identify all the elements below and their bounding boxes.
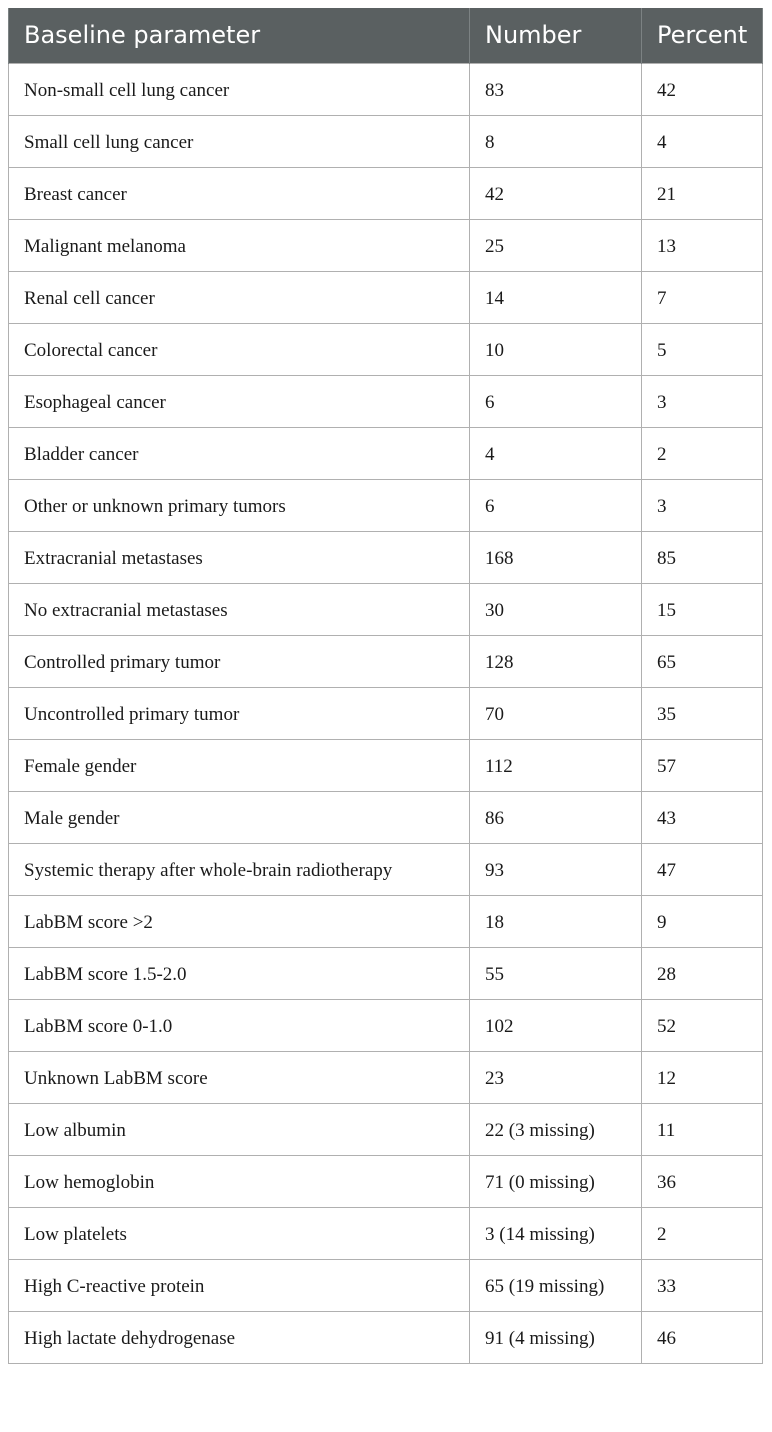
cell-number: 6 — [470, 375, 642, 427]
cell-parameter: Low platelets — [9, 1207, 470, 1259]
cell-percent: 7 — [642, 271, 763, 323]
cell-percent: 47 — [642, 843, 763, 895]
cell-number: 30 — [470, 583, 642, 635]
cell-number: 8 — [470, 115, 642, 167]
cell-parameter: Unknown LabBM score — [9, 1051, 470, 1103]
table-row — [9, 687, 763, 739]
cell-percent: 2 — [642, 427, 763, 479]
cell-parameter: Low albumin — [9, 1103, 470, 1155]
cell-percent: 3 — [642, 375, 763, 427]
table-row — [9, 427, 763, 479]
cell-percent: 65 — [642, 635, 763, 687]
cell-number: 71 (0 missing) — [470, 1155, 642, 1207]
cell-parameter: Small cell lung cancer — [9, 115, 470, 167]
baseline-parameters-table — [8, 8, 763, 1364]
cell-number: 42 — [470, 167, 642, 219]
cell-number: 4 — [470, 427, 642, 479]
table-header — [9, 8, 763, 63]
table-row — [9, 323, 763, 375]
cell-parameter: LabBM score >2 — [9, 895, 470, 947]
cell-number: 10 — [470, 323, 642, 375]
cell-parameter: Non-small cell lung cancer — [9, 63, 470, 115]
cell-percent: 11 — [642, 1103, 763, 1155]
table-row — [9, 115, 763, 167]
table-row — [9, 1155, 763, 1207]
header-row — [9, 8, 763, 63]
cell-percent: 42 — [642, 63, 763, 115]
table-row — [9, 739, 763, 791]
cell-number: 91 (4 missing) — [470, 1311, 642, 1363]
cell-number: 55 — [470, 947, 642, 999]
header-percent: Percent — [642, 8, 763, 63]
cell-percent: 13 — [642, 219, 763, 271]
table-row — [9, 895, 763, 947]
header-number: Number — [470, 8, 642, 63]
cell-percent: 52 — [642, 999, 763, 1051]
cell-percent: 12 — [642, 1051, 763, 1103]
cell-number: 86 — [470, 791, 642, 843]
table-row — [9, 479, 763, 531]
cell-percent: 3 — [642, 479, 763, 531]
cell-parameter: No extracranial metastases — [9, 583, 470, 635]
cell-percent: 43 — [642, 791, 763, 843]
table-row — [9, 791, 763, 843]
cell-percent: 36 — [642, 1155, 763, 1207]
table-row — [9, 583, 763, 635]
cell-percent: 9 — [642, 895, 763, 947]
cell-percent: 35 — [642, 687, 763, 739]
cell-number: 3 (14 missing) — [470, 1207, 642, 1259]
cell-parameter: Esophageal cancer — [9, 375, 470, 427]
table-row — [9, 375, 763, 427]
table-row — [9, 999, 763, 1051]
table-row — [9, 63, 763, 115]
cell-number: 25 — [470, 219, 642, 271]
cell-number: 14 — [470, 271, 642, 323]
table-body — [9, 63, 763, 1363]
cell-parameter: Malignant melanoma — [9, 219, 470, 271]
cell-parameter: Systemic therapy after whole-brain radiotherapy — [9, 843, 470, 895]
table-row — [9, 947, 763, 999]
cell-parameter: Male gender — [9, 791, 470, 843]
table-row — [9, 219, 763, 271]
cell-parameter: Breast cancer — [9, 167, 470, 219]
cell-parameter: Low hemoglobin — [9, 1155, 470, 1207]
table-row — [9, 635, 763, 687]
cell-parameter: Extracranial metastases — [9, 531, 470, 583]
cell-number: 168 — [470, 531, 642, 583]
cell-number: 102 — [470, 999, 642, 1051]
cell-percent: 33 — [642, 1259, 763, 1311]
cell-number: 18 — [470, 895, 642, 947]
cell-parameter: LabBM score 1.5-2.0 — [9, 947, 470, 999]
header-baseline-parameter: Baseline parameter — [9, 8, 470, 63]
baseline-table-container — [8, 8, 762, 1364]
table-row — [9, 1207, 763, 1259]
cell-parameter: Other or unknown primary tumors — [9, 479, 470, 531]
cell-percent: 85 — [642, 531, 763, 583]
table-row — [9, 1103, 763, 1155]
table-row — [9, 167, 763, 219]
cell-number: 70 — [470, 687, 642, 739]
cell-parameter: Female gender — [9, 739, 470, 791]
cell-parameter: LabBM score 0-1.0 — [9, 999, 470, 1051]
cell-parameter: Renal cell cancer — [9, 271, 470, 323]
table-row — [9, 1311, 763, 1363]
cell-percent: 2 — [642, 1207, 763, 1259]
cell-parameter: Controlled primary tumor — [9, 635, 470, 687]
cell-percent: 15 — [642, 583, 763, 635]
cell-parameter: High lactate dehydrogenase — [9, 1311, 470, 1363]
cell-percent: 4 — [642, 115, 763, 167]
cell-number: 22 (3 missing) — [470, 1103, 642, 1155]
cell-percent: 57 — [642, 739, 763, 791]
cell-parameter: High C-reactive protein — [9, 1259, 470, 1311]
cell-percent: 5 — [642, 323, 763, 375]
cell-number: 23 — [470, 1051, 642, 1103]
cell-number: 6 — [470, 479, 642, 531]
table-row — [9, 843, 763, 895]
table-row — [9, 1259, 763, 1311]
cell-number: 93 — [470, 843, 642, 895]
cell-percent: 21 — [642, 167, 763, 219]
cell-parameter: Colorectal cancer — [9, 323, 470, 375]
cell-parameter: Uncontrolled primary tumor — [9, 687, 470, 739]
table-row — [9, 531, 763, 583]
cell-percent: 28 — [642, 947, 763, 999]
cell-number: 83 — [470, 63, 642, 115]
cell-number: 112 — [470, 739, 642, 791]
table-row — [9, 1051, 763, 1103]
cell-parameter: Bladder cancer — [9, 427, 470, 479]
cell-percent: 46 — [642, 1311, 763, 1363]
cell-number: 65 (19 missing) — [470, 1259, 642, 1311]
table-row — [9, 271, 763, 323]
cell-number: 128 — [470, 635, 642, 687]
